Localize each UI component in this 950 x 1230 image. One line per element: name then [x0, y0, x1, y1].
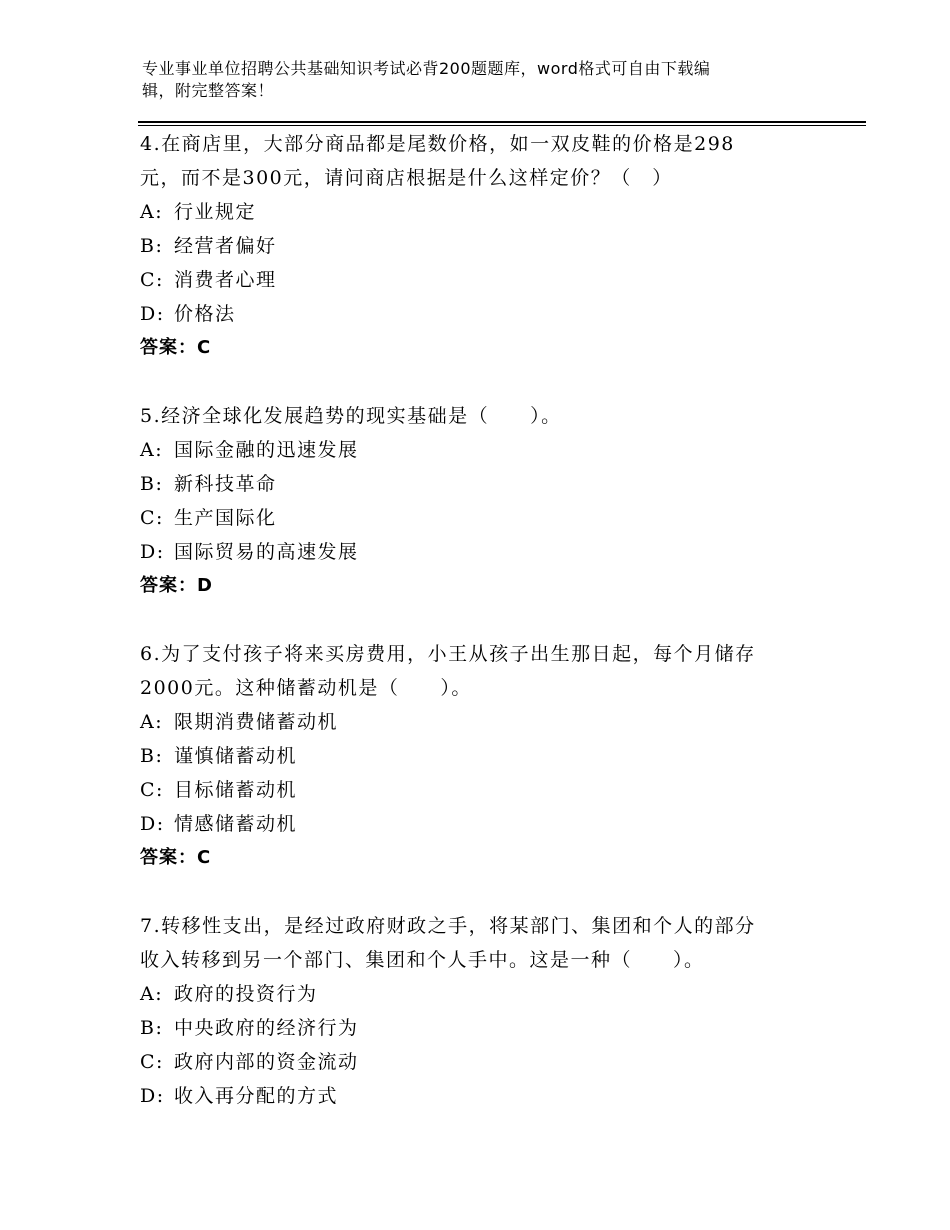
option-letter: B:	[140, 1017, 164, 1039]
question-5	[140, 399, 840, 603]
question-stem-line: 元，而不是300元，请问商店根据是什么这样定价？（ ）	[140, 167, 673, 189]
header-rule-thin	[138, 125, 866, 126]
question-stem-line: 2000元。这种储蓄动机是（ ）。	[140, 677, 472, 699]
option-text: 消费者心理	[174, 269, 277, 291]
option-letter: B:	[140, 745, 164, 767]
question-stem-line: 5.经济全球化发展趋势的现实基础是（ ）。	[140, 405, 562, 427]
option-text: 情感储蓄动机	[174, 813, 298, 835]
option-letter: C:	[140, 779, 164, 801]
header-line-2: 辑，附完整答案！	[142, 81, 275, 100]
option-text: 经营者偏好	[174, 235, 277, 257]
option-d	[140, 807, 840, 841]
option-letter: B:	[140, 235, 164, 257]
option-a	[140, 195, 840, 229]
option-text: 限期消费储蓄动机	[174, 711, 339, 733]
option-a	[140, 977, 840, 1011]
option-letter: D:	[140, 813, 165, 835]
option-letter: A:	[140, 439, 164, 461]
option-letter: C:	[140, 507, 164, 529]
option-d	[140, 535, 840, 569]
answer-label: 答案：C	[140, 337, 212, 358]
option-text: 谨慎储蓄动机	[174, 745, 298, 767]
option-letter: C:	[140, 269, 164, 291]
question-stem-line: 7.转移性支出，是经过政府财政之手，将某部门、集团和个人的部分	[140, 915, 756, 937]
option-c	[140, 263, 840, 297]
option-letter: D:	[140, 303, 165, 325]
option-text: 国际金融的迅速发展	[174, 439, 359, 461]
option-c	[140, 501, 840, 535]
option-text: 生产国际化	[174, 507, 277, 529]
option-letter: A:	[140, 201, 164, 223]
question-4	[140, 127, 840, 365]
option-letter: C:	[140, 1051, 164, 1073]
option-text: 中央政府的经济行为	[174, 1017, 359, 1039]
option-text: 新科技革命	[174, 473, 277, 495]
option-b	[140, 1011, 840, 1045]
option-text: 价格法	[174, 303, 236, 325]
question-stem-line: 4.在商店里，大部分商品都是尾数价格，如一双皮鞋的价格是298	[140, 133, 735, 155]
header-line-1: 专业事业单位招聘公共基础知识考试必背200题题库，word格式可自由下载编	[142, 59, 711, 78]
option-b	[140, 467, 840, 501]
option-letter: A:	[140, 711, 164, 733]
option-d	[140, 1079, 840, 1113]
option-text: 政府内部的资金流动	[174, 1051, 359, 1073]
document-header	[142, 58, 792, 102]
option-text: 收入再分配的方式	[174, 1085, 339, 1107]
answer-label: 答案：D	[140, 575, 213, 596]
question-list	[140, 127, 840, 1147]
option-letter: B:	[140, 473, 164, 495]
option-text: 目标储蓄动机	[174, 779, 298, 801]
option-letter: A:	[140, 983, 164, 1005]
option-text: 政府的投资行为	[174, 983, 318, 1005]
option-b	[140, 229, 840, 263]
question-6	[140, 637, 840, 875]
option-a	[140, 433, 840, 467]
option-b	[140, 739, 840, 773]
question-7	[140, 909, 840, 1113]
option-letter: D:	[140, 541, 165, 563]
option-d	[140, 297, 840, 331]
question-stem-line: 收入转移到另一个部门、集团和个人手中。这是一种（ ）。	[140, 949, 705, 971]
option-c	[140, 1045, 840, 1079]
option-c	[140, 773, 840, 807]
question-stem-line: 6.为了支付孩子将来买房费用，小王从孩子出生那日起，每个月储存	[140, 643, 756, 665]
option-text: 行业规定	[174, 201, 257, 223]
answer-label: 答案：C	[140, 847, 212, 868]
option-a	[140, 705, 840, 739]
option-text: 国际贸易的高速发展	[174, 541, 359, 563]
header-rule-thick	[138, 121, 866, 123]
option-letter: D:	[140, 1085, 165, 1107]
